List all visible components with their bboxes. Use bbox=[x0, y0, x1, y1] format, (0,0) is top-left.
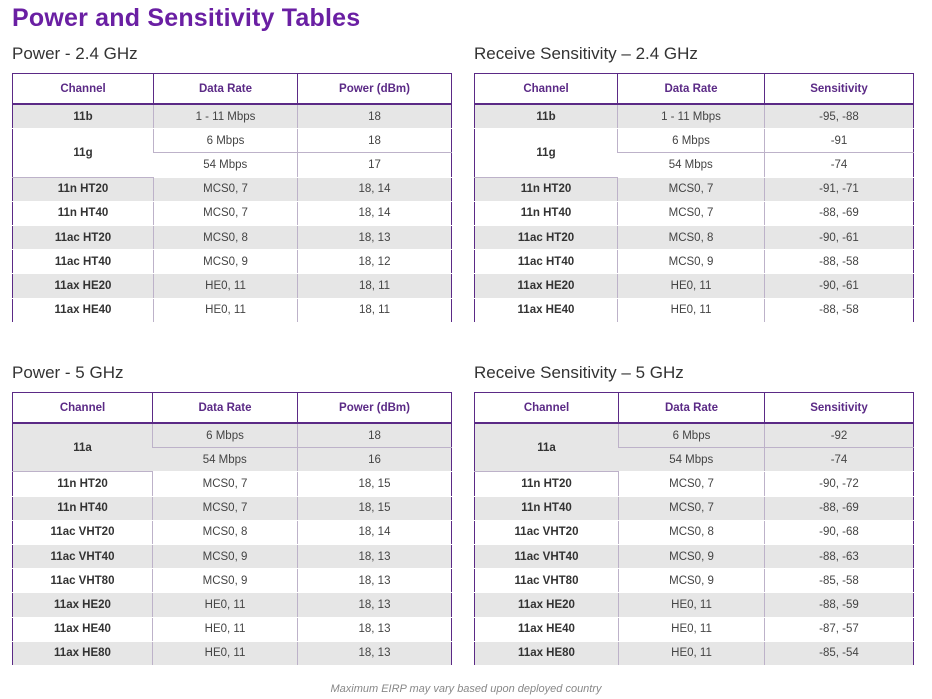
channel-cell: 11ax HE40 bbox=[13, 298, 154, 322]
header-row bbox=[13, 393, 452, 424]
data-rate-cell: MCS0, 7 bbox=[619, 496, 765, 520]
table-row bbox=[13, 177, 452, 201]
table-row bbox=[13, 641, 452, 665]
value-cell: 18 bbox=[298, 423, 452, 448]
value-cell: 18, 14 bbox=[298, 201, 452, 225]
value-cell: 18 bbox=[298, 104, 452, 129]
table-row bbox=[475, 544, 914, 568]
power-5-table bbox=[12, 392, 452, 666]
section-title: Receive Sensitivity – 2.4 GHz bbox=[474, 44, 698, 63]
table-row bbox=[13, 274, 452, 298]
data-rate-cell: 6 Mbps bbox=[618, 129, 765, 153]
value-cell: 18, 13 bbox=[298, 569, 452, 593]
value-cell: 18, 15 bbox=[298, 496, 452, 520]
data-rate-cell: HE0, 11 bbox=[153, 593, 298, 617]
table-row bbox=[13, 569, 452, 593]
table-row bbox=[13, 104, 452, 129]
table-row bbox=[475, 274, 914, 298]
data-rate-cell: 54 Mbps bbox=[153, 448, 298, 472]
value-cell: 18, 14 bbox=[298, 520, 452, 544]
value-cell: 17 bbox=[298, 153, 452, 177]
data-rate-cell: MCS0, 9 bbox=[618, 250, 765, 274]
channel-cell: 11ac HT40 bbox=[475, 250, 618, 274]
table-row bbox=[475, 472, 914, 496]
table-row bbox=[475, 201, 914, 225]
channel-cell: 11ax HE40 bbox=[13, 617, 153, 641]
column-header: Sensitivity bbox=[765, 74, 914, 105]
table-row bbox=[13, 250, 452, 274]
channel-cell: 11ac HT20 bbox=[475, 225, 618, 249]
data-rate-cell: HE0, 11 bbox=[154, 274, 298, 298]
channel-cell: 11ax HE40 bbox=[475, 617, 619, 641]
data-rate-cell: MCS0, 7 bbox=[619, 472, 765, 496]
table-row bbox=[13, 544, 452, 568]
value-cell: 18, 13 bbox=[298, 544, 452, 568]
value-cell: -88, -69 bbox=[765, 201, 914, 225]
column-header: Power (dBm) bbox=[298, 74, 452, 105]
data-rate-cell: HE0, 11 bbox=[618, 274, 765, 298]
table-row bbox=[475, 298, 914, 322]
channel-cell: 11b bbox=[475, 104, 618, 129]
channel-cell: 11ac VHT20 bbox=[475, 520, 619, 544]
channel-cell: 11ac HT20 bbox=[13, 225, 154, 249]
data-rate-cell: MCS0, 7 bbox=[154, 201, 298, 225]
channel-cell: 11n HT20 bbox=[475, 177, 618, 201]
value-cell: -91 bbox=[765, 129, 914, 153]
value-cell: -74 bbox=[765, 153, 914, 177]
channel-cell: 11b bbox=[13, 104, 154, 129]
table-row bbox=[13, 520, 452, 544]
data-rate-cell: HE0, 11 bbox=[619, 641, 765, 665]
table-row bbox=[13, 472, 452, 496]
data-rate-cell: MCS0, 8 bbox=[153, 520, 298, 544]
channel-cell: 11ax HE40 bbox=[475, 298, 618, 322]
value-cell: 18, 13 bbox=[298, 593, 452, 617]
header-row bbox=[13, 74, 452, 105]
channel-cell: 11g bbox=[13, 129, 154, 177]
section-title: Power - 2.4 GHz bbox=[12, 44, 138, 63]
value-cell: 18 bbox=[298, 129, 452, 153]
header-row bbox=[475, 74, 914, 105]
value-cell: -87, -57 bbox=[765, 617, 914, 641]
channel-cell: 11ax HE80 bbox=[13, 641, 153, 665]
table-row bbox=[475, 520, 914, 544]
column-header: Power (dBm) bbox=[298, 393, 452, 424]
channel-cell: 11ac HT40 bbox=[13, 250, 154, 274]
power-24-table bbox=[12, 73, 452, 323]
channel-cell: 11ax HE80 bbox=[475, 641, 619, 665]
data-rate-cell: MCS0, 7 bbox=[154, 177, 298, 201]
value-cell: -92 bbox=[765, 423, 914, 448]
table-row bbox=[475, 423, 914, 448]
value-cell: 16 bbox=[298, 448, 452, 472]
data-rate-cell: MCS0, 8 bbox=[154, 225, 298, 249]
data-rate-cell: MCS0, 7 bbox=[618, 177, 765, 201]
column-header: Data Rate bbox=[618, 74, 765, 105]
data-rate-cell: 54 Mbps bbox=[619, 448, 765, 472]
data-rate-cell: HE0, 11 bbox=[153, 617, 298, 641]
table-row bbox=[475, 496, 914, 520]
table-row bbox=[475, 129, 914, 153]
data-rate-cell: 6 Mbps bbox=[619, 423, 765, 448]
data-rate-cell: MCS0, 9 bbox=[153, 544, 298, 568]
channel-cell: 11a bbox=[475, 423, 619, 472]
column-header: Sensitivity bbox=[765, 393, 914, 424]
section-title: Power - 5 GHz bbox=[12, 363, 124, 382]
column-header: Data Rate bbox=[153, 393, 298, 424]
data-rate-cell: MCS0, 9 bbox=[153, 569, 298, 593]
data-rate-cell: 6 Mbps bbox=[153, 423, 298, 448]
table-row bbox=[475, 569, 914, 593]
data-rate-cell: MCS0, 7 bbox=[153, 472, 298, 496]
table-row bbox=[13, 298, 452, 322]
table-row bbox=[475, 177, 914, 201]
channel-cell: 11ax HE20 bbox=[13, 274, 154, 298]
channel-cell: 11n HT40 bbox=[475, 201, 618, 225]
value-cell: 18, 14 bbox=[298, 177, 452, 201]
value-cell: -88, -58 bbox=[765, 250, 914, 274]
value-cell: -88, -58 bbox=[765, 298, 914, 322]
column-header: Channel bbox=[13, 74, 154, 105]
table-row bbox=[13, 496, 452, 520]
channel-cell: 11n HT40 bbox=[475, 496, 619, 520]
value-cell: 18, 11 bbox=[298, 298, 452, 322]
value-cell: -85, -54 bbox=[765, 641, 914, 665]
channel-cell: 11a bbox=[13, 423, 153, 472]
value-cell: 18, 15 bbox=[298, 472, 452, 496]
table-row bbox=[13, 225, 452, 249]
channel-cell: 11ax HE20 bbox=[475, 593, 619, 617]
table-row bbox=[13, 423, 452, 448]
data-rate-cell: 1 - 11 Mbps bbox=[154, 104, 298, 129]
channel-cell: 11n HT20 bbox=[13, 472, 153, 496]
value-cell: 18, 12 bbox=[298, 250, 452, 274]
section-title: Receive Sensitivity – 5 GHz bbox=[474, 363, 684, 382]
table-row bbox=[475, 250, 914, 274]
data-rate-cell: MCS0, 9 bbox=[619, 544, 765, 568]
table-row bbox=[475, 225, 914, 249]
channel-cell: 11ac VHT40 bbox=[475, 544, 619, 568]
channel-cell: 11ac VHT80 bbox=[13, 569, 153, 593]
column-header: Channel bbox=[475, 74, 618, 105]
table-row bbox=[13, 201, 452, 225]
value-cell: -90, -72 bbox=[765, 472, 914, 496]
channel-cell: 11ax HE20 bbox=[475, 274, 618, 298]
data-rate-cell: MCS0, 9 bbox=[154, 250, 298, 274]
column-header: Channel bbox=[475, 393, 619, 424]
page-title: Power and Sensitivity Tables bbox=[12, 4, 361, 32]
channel-cell: 11g bbox=[475, 129, 618, 177]
value-cell: 18, 13 bbox=[298, 641, 452, 665]
data-rate-cell: HE0, 11 bbox=[153, 641, 298, 665]
channel-cell: 11ac VHT20 bbox=[13, 520, 153, 544]
value-cell: -90, -61 bbox=[765, 225, 914, 249]
channel-cell: 11n HT20 bbox=[475, 472, 619, 496]
data-rate-cell: MCS0, 9 bbox=[619, 569, 765, 593]
value-cell: -88, -59 bbox=[765, 593, 914, 617]
header-row bbox=[475, 393, 914, 424]
sensitivity-5-table bbox=[474, 392, 914, 666]
channel-cell: 11ax HE20 bbox=[13, 593, 153, 617]
value-cell: -90, -68 bbox=[765, 520, 914, 544]
column-header: Data Rate bbox=[619, 393, 765, 424]
value-cell: 18, 13 bbox=[298, 225, 452, 249]
table-row bbox=[13, 593, 452, 617]
data-rate-cell: MCS0, 7 bbox=[618, 201, 765, 225]
table-row bbox=[475, 104, 914, 129]
data-rate-cell: HE0, 11 bbox=[154, 298, 298, 322]
table-row bbox=[475, 617, 914, 641]
value-cell: -91, -71 bbox=[765, 177, 914, 201]
column-header: Data Rate bbox=[154, 74, 298, 105]
data-rate-cell: 54 Mbps bbox=[154, 153, 298, 177]
table-row bbox=[475, 641, 914, 665]
value-cell: -88, -69 bbox=[765, 496, 914, 520]
data-rate-cell: HE0, 11 bbox=[619, 617, 765, 641]
table-row bbox=[13, 129, 452, 153]
value-cell: 18, 11 bbox=[298, 274, 452, 298]
table-row bbox=[13, 617, 452, 641]
channel-cell: 11ac VHT40 bbox=[13, 544, 153, 568]
value-cell: -85, -58 bbox=[765, 569, 914, 593]
footnote: Maximum EIRP may vary based upon deployed country bbox=[330, 683, 602, 695]
value-cell: -90, -61 bbox=[765, 274, 914, 298]
data-rate-cell: HE0, 11 bbox=[619, 593, 765, 617]
channel-cell: 11n HT20 bbox=[13, 177, 154, 201]
value-cell: -88, -63 bbox=[765, 544, 914, 568]
value-cell: -74 bbox=[765, 448, 914, 472]
value-cell: 18, 13 bbox=[298, 617, 452, 641]
table-row bbox=[475, 593, 914, 617]
data-rate-cell: 1 - 11 Mbps bbox=[618, 104, 765, 129]
column-header: Channel bbox=[13, 393, 153, 424]
channel-cell: 11n HT40 bbox=[13, 496, 153, 520]
channel-cell: 11n HT40 bbox=[13, 201, 154, 225]
channel-cell: 11ac VHT80 bbox=[475, 569, 619, 593]
data-rate-cell: 54 Mbps bbox=[618, 153, 765, 177]
data-rate-cell: MCS0, 7 bbox=[153, 496, 298, 520]
sensitivity-24-table bbox=[474, 73, 914, 323]
data-rate-cell: 6 Mbps bbox=[154, 129, 298, 153]
data-rate-cell: MCS0, 8 bbox=[619, 520, 765, 544]
value-cell: -95, -88 bbox=[765, 104, 914, 129]
data-rate-cell: HE0, 11 bbox=[618, 298, 765, 322]
data-rate-cell: MCS0, 8 bbox=[618, 225, 765, 249]
